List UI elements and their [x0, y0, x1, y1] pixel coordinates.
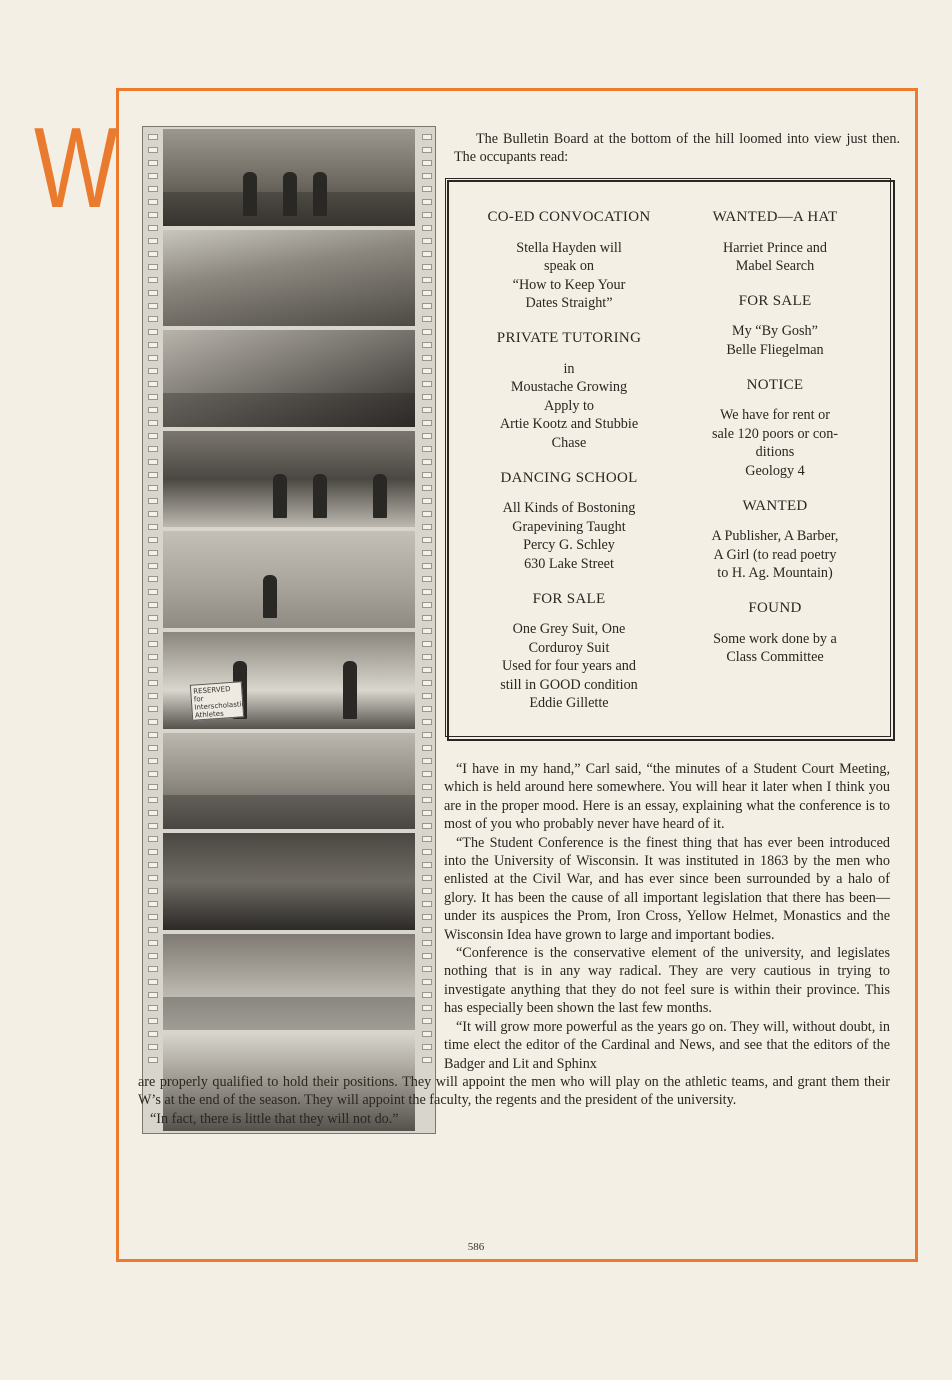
sprocket-hole	[148, 693, 158, 699]
intro-text: The Bulletin Board at the bottom of the hill loomed into view just then. The occupants read:	[454, 131, 900, 165]
sprocket-hole	[148, 394, 158, 400]
sprocket-hole	[148, 407, 158, 413]
notice-title: WANTED—A HAT	[712, 209, 838, 225]
sprocket-hole	[148, 667, 158, 673]
sprocket-hole	[148, 615, 158, 621]
photo-rock-cliff	[163, 330, 415, 427]
sprocket-hole	[148, 277, 158, 283]
sprocket-hole	[148, 303, 158, 309]
sprocket-hole	[148, 381, 158, 387]
sprocket-hole	[148, 511, 158, 517]
notice-private-tutoring	[469, 329, 669, 453]
sprocket-hole	[422, 329, 432, 335]
reserved-sign: RESERVED for Interscholastic Athletes	[190, 681, 244, 721]
sprocket-hole	[422, 394, 432, 400]
sprocket-hole	[422, 433, 432, 439]
article-body	[138, 760, 890, 1128]
sprocket-hole	[148, 602, 158, 608]
page-number: 586	[467, 1241, 485, 1253]
sprocket-hole	[422, 654, 432, 660]
sprocket-hole	[422, 732, 432, 738]
notice-title: PRIVATE TUTORING	[496, 329, 642, 346]
sprocket-hole	[422, 563, 432, 569]
sprocket-hole	[148, 550, 158, 556]
sprocket-hole	[148, 355, 158, 361]
photo-lake-landscape	[163, 230, 415, 327]
paragraph: “It will grow more powerful as the years go on. They will, without doubt, in time elect the editor of the Cardinal and News, and see that the editors of the Badger and Lit and Sphinx	[444, 1018, 890, 1072]
notice-title: FOR SALE	[738, 292, 812, 309]
sprocket-hole	[148, 433, 158, 439]
sprocket-hole	[148, 628, 158, 634]
bulletin-column-right	[683, 208, 867, 683]
notice-found	[683, 599, 867, 667]
sprocket-hole	[422, 368, 432, 374]
sprocket-hole	[422, 303, 432, 309]
sprocket-hole	[148, 537, 158, 543]
sprocket-hole	[422, 511, 432, 517]
bulletin-column-left	[469, 208, 669, 729]
sprocket-hole	[148, 238, 158, 244]
paragraph: “I have in my hand,” Carl said, “the minutes of a Student Court Meeting, which is held around here somewhere. You will hear it later when I think you are in the proper mood. Here is an essay, explaining what the conference is to most of you who probably never have heard of it.	[444, 761, 890, 833]
sprocket-hole	[148, 524, 158, 530]
sprocket-hole	[148, 264, 158, 270]
notice-for-sale-by-gosh	[683, 292, 867, 360]
notice-text: Some work done by a Class Committee	[713, 630, 837, 666]
sprocket-hole	[422, 459, 432, 465]
sprocket-hole	[422, 355, 432, 361]
sprocket-hole	[422, 186, 432, 192]
photo-field-blanket	[163, 531, 415, 628]
sprocket-hole	[422, 381, 432, 387]
sprocket-hole	[148, 134, 158, 140]
notice-title: WANTED	[742, 497, 808, 514]
sprocket-hole	[422, 576, 432, 582]
sprocket-hole	[422, 225, 432, 231]
sprocket-hole	[422, 238, 432, 244]
sprocket-hole	[148, 576, 158, 582]
sprocket-hole	[422, 615, 432, 621]
photo-train-station	[163, 129, 415, 226]
sprocket-hole	[422, 446, 432, 452]
paragraph: “The Student Conference is the finest thing that has ever been introduced into the University of Wisconsin. It was instituted in 1863 by the men who enlisted at the Civil War, and has ever since been surrounded by a halo of glory. It has been the cause of all important legislation that there has been—under its auspices the Prom, Iron Cross, Yellow Helmet, Monastics and the Wisconsin Idea have grown to large and important bodies.	[444, 834, 890, 943]
sprocket-hole	[148, 654, 158, 660]
sprocket-hole	[422, 719, 432, 725]
paragraph: “In fact, there is little that they will not do.”	[150, 1110, 399, 1127]
sprocket-hole	[148, 368, 158, 374]
sprocket-hole	[148, 706, 158, 712]
paragraph: are properly qualified to hold their positions. They will appoint the men who will play on the athletic teams, and grant them their W’s at the end of the season. They will appoint the faculty, the regents and the president of the university.	[138, 1073, 890, 1109]
notice-title: FOUND	[748, 599, 802, 616]
sprocket-hole	[148, 719, 158, 725]
sprocket-hole	[148, 472, 158, 478]
sprocket-hole	[148, 498, 158, 504]
initial-letter: W	[34, 105, 118, 232]
sprocket-hole	[148, 745, 158, 751]
sprocket-hole	[422, 641, 432, 647]
sprocket-hole	[148, 199, 158, 205]
notice-text: Stella Hayden will speak on “How to Keep Your Dates Straight”	[512, 239, 626, 312]
sprocket-hole	[422, 550, 432, 556]
sprocket-hole	[148, 446, 158, 452]
sprocket-hole	[422, 680, 432, 686]
sprocket-hole	[422, 589, 432, 595]
sprocket-hole	[422, 472, 432, 478]
sprocket-hole	[422, 537, 432, 543]
sprocket-hole	[148, 342, 158, 348]
notice-notice	[683, 376, 867, 481]
sprocket-hole	[422, 212, 432, 218]
notice-text: My “By Gosh” Belle Fliegelman	[726, 323, 824, 358]
sprocket-hole	[148, 680, 158, 686]
sprocket-hole	[148, 485, 158, 491]
sprocket-hole	[422, 290, 432, 296]
sprocket-hole	[422, 251, 432, 257]
paragraph: “Conference is the conservative element of the university, and legislates nothing that is in any way radical. They are very cautious in trying to investigate anything that they do not feel sure is within their province. This has especially been shown the last few months.	[444, 945, 890, 1017]
notice-title: CO-ED CONVOCATION	[487, 209, 651, 225]
sprocket-hole	[422, 316, 432, 322]
notice-wanted-hat	[683, 208, 867, 276]
sprocket-hole	[422, 199, 432, 205]
sprocket-hole	[422, 706, 432, 712]
sprocket-hole	[148, 160, 158, 166]
notice-text: One Grey Suit, One Corduroy Suit Used for four years and still in GOOD condition Eddie Gillette	[500, 621, 638, 712]
sprocket-hole	[422, 342, 432, 348]
sprocket-hole	[148, 563, 158, 569]
sprocket-hole	[148, 212, 158, 218]
sprocket-hole	[422, 173, 432, 179]
sprocket-hole	[422, 407, 432, 413]
bulletin-board	[447, 180, 895, 741]
notice-for-sale-suits	[469, 590, 669, 714]
sprocket-hole	[422, 160, 432, 166]
notice-text: Harriet Prince and Mabel Search	[723, 239, 827, 275]
sprocket-hole	[422, 693, 432, 699]
sprocket-hole	[148, 329, 158, 335]
photo-carriage-street	[163, 431, 415, 528]
sprocket-hole	[422, 277, 432, 283]
sprocket-hole	[148, 225, 158, 231]
sprocket-hole	[422, 134, 432, 140]
sprocket-hole	[148, 420, 158, 426]
sprocket-hole	[148, 147, 158, 153]
sprocket-hole	[422, 498, 432, 504]
sprocket-hole	[148, 732, 158, 738]
sprocket-hole	[422, 628, 432, 634]
sprocket-hole	[148, 173, 158, 179]
sprocket-hole	[422, 602, 432, 608]
notice-text: in Moustache Growing Apply to Artie Kootz and Stubbie Chase	[499, 360, 639, 451]
notice-dancing-school	[469, 469, 669, 574]
photo-two-men-sign	[163, 632, 415, 729]
sprocket-hole	[422, 745, 432, 751]
sprocket-hole	[422, 264, 432, 270]
sprocket-hole	[422, 420, 432, 426]
sprocket-hole	[422, 147, 432, 153]
notice-text: A Publisher, A Barber, A Girl (to read poetry to H. Ag. Mountain)	[711, 528, 839, 582]
sprocket-hole	[148, 251, 158, 257]
sprocket-hole	[422, 485, 432, 491]
sprocket-hole	[422, 667, 432, 673]
sprocket-hole	[148, 641, 158, 647]
sprocket-hole	[148, 316, 158, 322]
notice-coed-convocation	[469, 208, 669, 313]
notice-text: We have for rent or sale 120 poors or con- ditions Geology 4	[711, 407, 839, 479]
notice-title: FOR SALE	[532, 590, 606, 607]
sprocket-hole	[148, 186, 158, 192]
sprocket-hole	[148, 290, 158, 296]
notice-title: NOTICE	[746, 376, 804, 393]
sprocket-hole	[148, 459, 158, 465]
sprocket-hole	[148, 589, 158, 595]
notice-wanted	[683, 497, 867, 583]
notice-text: All Kinds of Bostoning Grapevining Taught Percy G. Schley 630 Lake Street	[502, 500, 636, 572]
notice-title: DANCING SCHOOL	[500, 469, 638, 486]
sprocket-hole	[422, 524, 432, 530]
